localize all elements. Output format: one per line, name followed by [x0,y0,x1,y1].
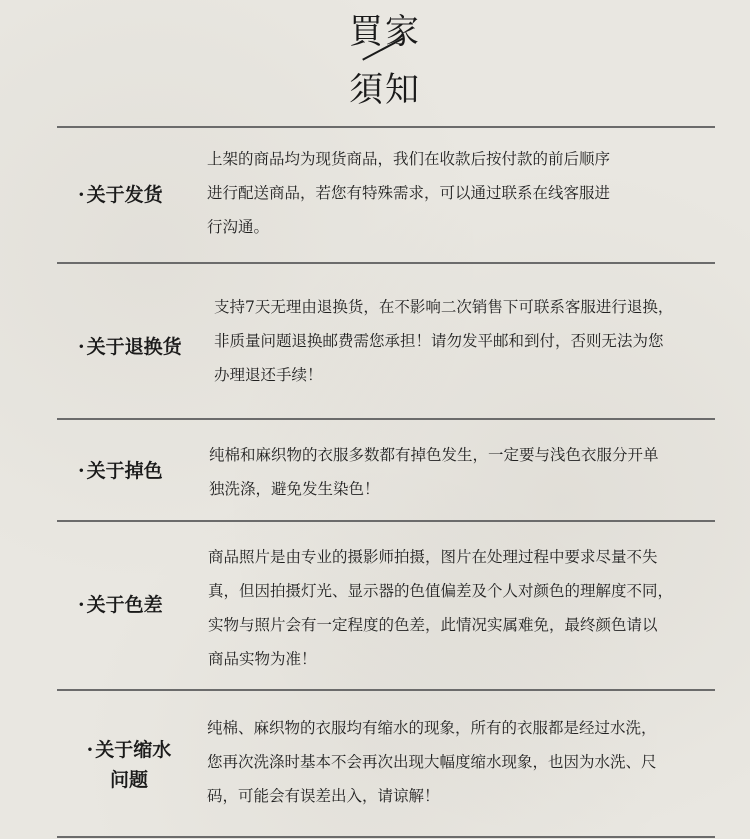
section-title-text: 关于掉色 [86,460,163,482]
bullet-dot: · [78,460,85,482]
body-line: 支持7天无理由退换货，在不影响二次销售下可联系客服进行退换， [214,298,674,316]
bullet-dot: · [78,336,85,358]
body-line: 实物与照片会有一定程度的色差，此情况实属难免，最终颜色请以 [208,616,658,634]
section-color-fading [0,420,750,520]
body-line: 办理退还手续！ [214,366,323,384]
body-line: 纯棉、麻织物的衣服均有缩水的现象，所有的衣服都是经过水洗， [207,719,657,737]
section-color-difference [0,522,750,689]
body-line: 商品实物为准！ [208,650,317,668]
section-body [207,711,657,813]
section-title-text: 关于退换货 [86,336,182,358]
bullet-dot: · [78,184,85,206]
section-title-text: 关于发货 [86,184,163,206]
section-divider [57,836,715,838]
section-body [207,142,610,244]
body-line: 独洗涤，避免发生染色！ [209,480,380,498]
section-body [209,438,659,506]
section-shrinkage [0,691,750,836]
section-title-text: 关于色差 [86,594,163,616]
section-title [74,735,184,795]
title-top: 買家 [349,12,421,52]
body-line: 纯棉和麻织物的衣服多数都有掉色发生，一定要与浅色衣服分开单 [209,446,659,464]
section-title-text: 关于缩水 [95,739,172,761]
body-line: 真，但因拍摄灯光、显示器的色值偏差及个人对颜色的理解度不同， [208,582,674,600]
section-body [214,290,673,392]
bullet-dot: · [86,739,94,761]
bullet-dot: · [78,594,85,616]
section-body [208,540,673,676]
body-line: 行沟通。 [207,218,270,236]
section-title [78,332,182,359]
section-title [78,180,163,207]
section-title [78,456,163,483]
section-title [78,590,163,617]
title-bottom: 須知 [349,70,421,110]
body-line: 您再次洗涤时基本不会再次出现大幅度缩水现象，也因为水洗、尺 [207,753,657,771]
section-title-text: 问题 [109,769,148,791]
section-shipping [0,128,750,262]
body-line: 上架的商品均为现货商品，我们在收款后按付款的前后顺序 [207,150,611,168]
body-line: 码，可能会有误差出入，请谅解！ [207,787,440,805]
body-line: 商品照片是由专业的摄影师拍摄，图片在处理过程中要求尽量不失 [208,548,658,566]
body-line: 进行配送商品，若您有特殊需求，可以通过联系在线客服进 [207,184,611,202]
section-returns [0,264,750,418]
page-header [0,0,750,120]
body-line: 非质量问题退换邮费需您承担！请勿发平邮和到付，否则无法为您 [214,332,664,350]
